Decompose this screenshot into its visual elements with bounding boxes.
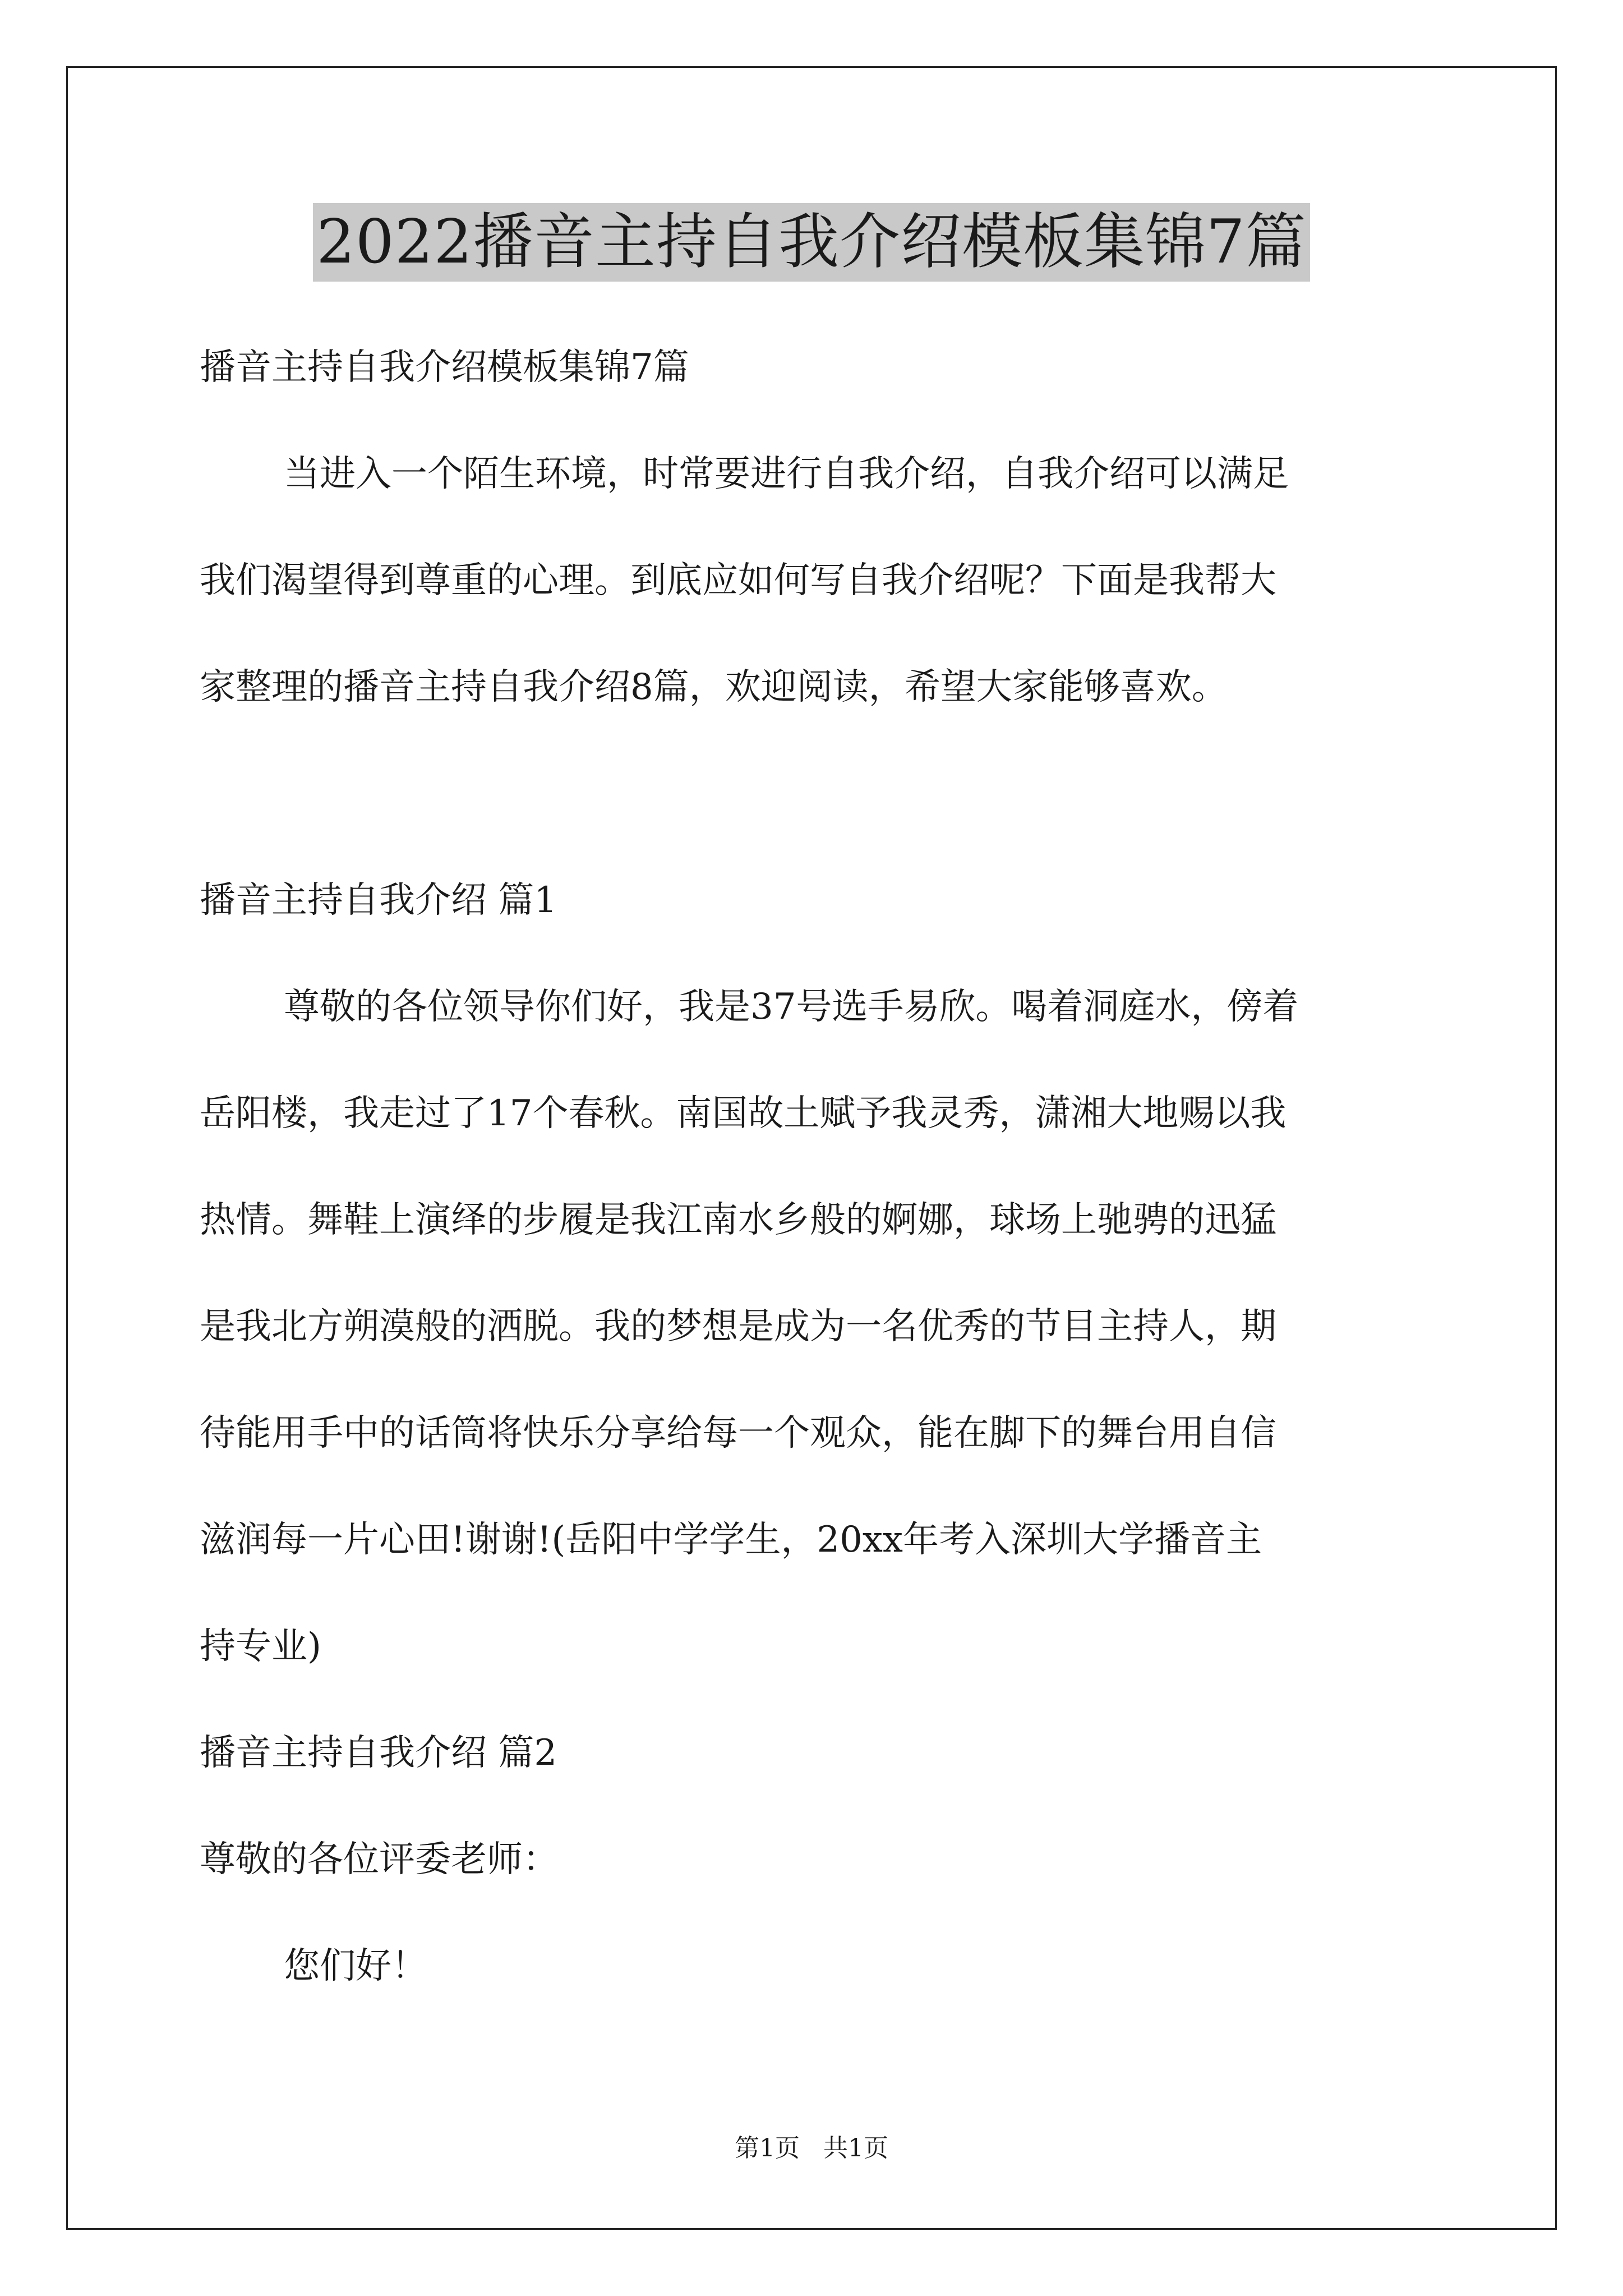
page-number: 第1页	[735, 2134, 800, 2162]
paragraph-line: 播音主持自我介绍 篇1	[200, 880, 557, 921]
paragraph-line: 我们渴望得到尊重的心理。到底应如何写自我介绍呢？下面是我帮大	[200, 560, 1276, 601]
paragraph-line: 持专业)	[200, 1626, 321, 1667]
page-footer	[0, 2132, 1623, 2165]
paragraph-line: 当进入一个陌生环境，时常要进行自我介绍，自我介绍可以满足	[284, 453, 1289, 495]
paragraph-line: 岳阳楼，我走过了17个春秋。南国故土赋予我灵秀，潇湘大地赐以我	[200, 1093, 1287, 1134]
paragraph-line: 尊敬的各位领导你们好，我是37号选手易欣。喝着洞庭水，傍着	[284, 986, 1299, 1028]
paragraph-line: 您们好！	[284, 1945, 427, 1987]
paragraph-line: 尊敬的各位评委老师：	[200, 1839, 559, 1880]
paragraph-line: 播音主持自我介绍 篇2	[200, 1732, 557, 1774]
paragraph-line: 滋润每一片心田!谢谢!(岳阳中学学生，20xx年考入深圳大学播音主	[200, 1519, 1262, 1561]
paragraph-line: 家整理的播音主持自我介绍8篇，欢迎阅读，希望大家能够喜欢。	[200, 666, 1228, 708]
page-total: 共1页	[823, 2134, 888, 2162]
blank-line	[200, 740, 1433, 847]
paragraph-line: 播音主持自我介绍模板集锦7篇	[200, 347, 689, 388]
document-body	[200, 314, 1433, 2019]
document-title: 2022播音主持自我介绍模板集锦7篇	[313, 203, 1310, 282]
title-container	[0, 203, 1623, 282]
paragraph-line: 待能用手中的话筒将快乐分享给每一个观众，能在脚下的舞台用自信	[200, 1412, 1276, 1454]
paragraph-line: 是我北方朔漠般的洒脱。我的梦想是成为一名优秀的节目主持人，期	[200, 1306, 1276, 1347]
paragraph-line: 热情。舞鞋上演绎的步履是我江南水乡般的婀娜，球场上驰骋的迅猛	[200, 1199, 1276, 1241]
